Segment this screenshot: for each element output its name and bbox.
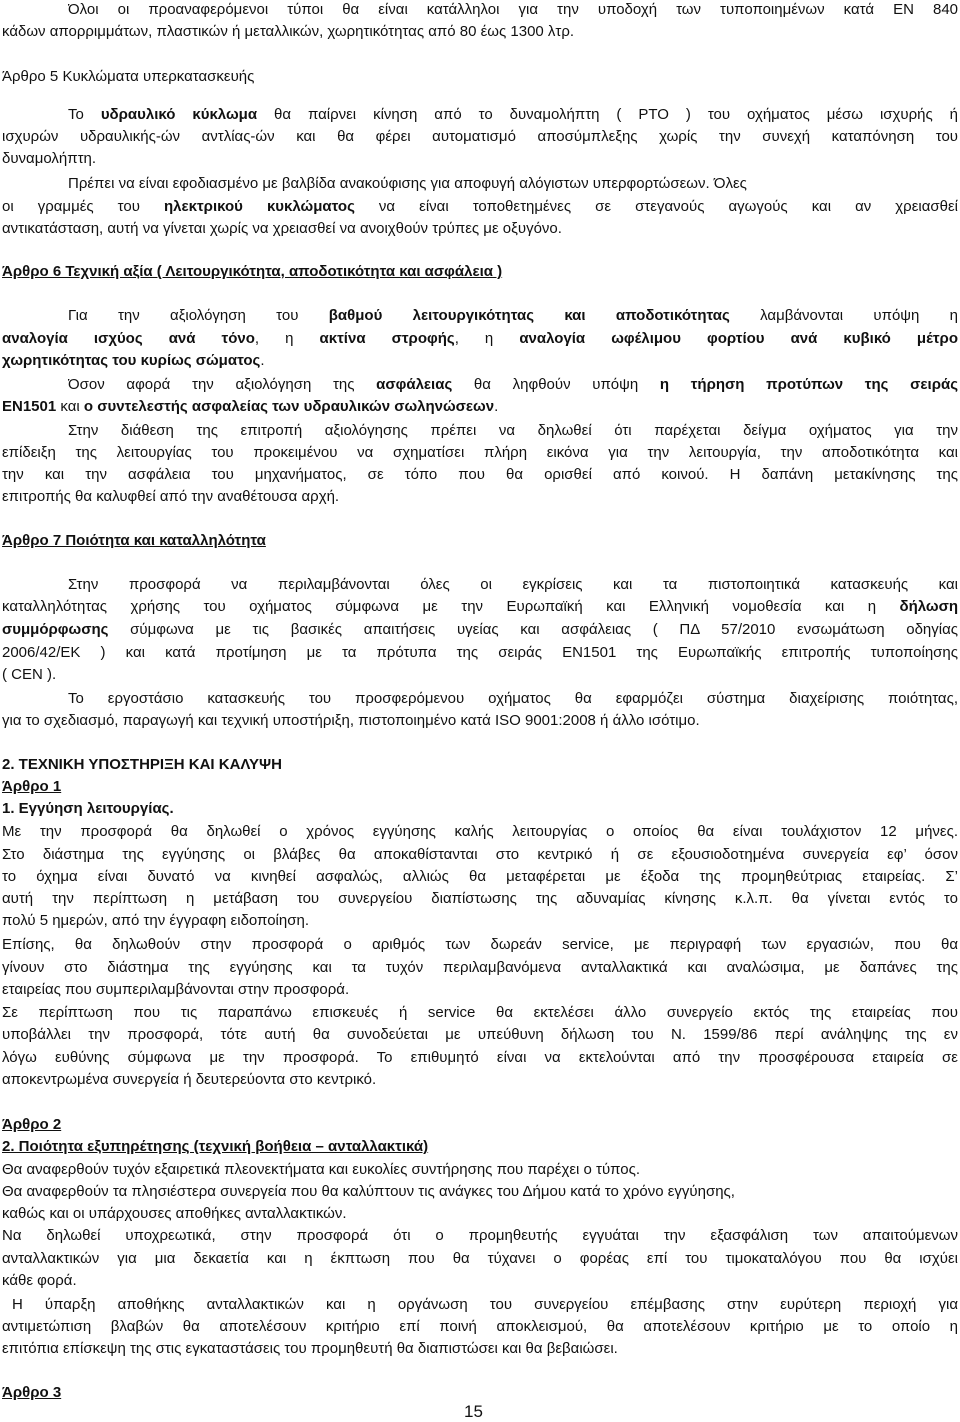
text-line xyxy=(2,531,958,550)
text-line xyxy=(2,980,958,999)
text-line xyxy=(68,375,958,394)
text-line xyxy=(68,0,958,19)
text-run: δυναμολήπτη. xyxy=(2,150,97,167)
bold-text: ηλεκτρικού κυκλώματος xyxy=(164,198,355,215)
text-run: Θα αναφερθούν τα πλησιέστερα συνεργεία που θα καλύπτουν τις ανάγκες του Δήμου κατά το χρόνο εγγύησης, xyxy=(2,1183,735,1200)
text-run: , η xyxy=(254,330,320,347)
underlined-text: 2. Ποιότητα εξυπηρέτησης (τεχνική βοήθεια – ανταλλακτικά) xyxy=(2,1138,429,1155)
text-run: 2006/42/ΕΚ ) και κατά προτίμηση με τα πρότυπα της σειράς ΕΝ1501 της Ευρωπαϊκής επιτροπής τυποποίησης xyxy=(2,644,958,661)
text-run: αντικατάσταση, αυτή να γίνεται χωρίς να χρειασθεί να ανοιχθούν τρύπες με οξυγόνο. xyxy=(2,220,562,237)
text-line xyxy=(2,1137,958,1156)
text-line xyxy=(2,1070,958,1089)
text-run: λόγω ευθύνης σύμφωνα με την προσφορά. Το επιθυμητό είναι να εκτελούνται από την προσφέρουσα εταιρεία σε xyxy=(2,1049,958,1066)
underlined-text: Άρθρο 3 xyxy=(2,1384,62,1401)
text-run: Στην διάθεση της επιτροπή αξιολόγησης πρέπει να δηλωθεί ότι παρέχεται δείγμα οχήματος για την xyxy=(68,422,958,439)
text-run: Στο διάστημα της εγγύησης οι βλάβες θα αποκαθίστανται στο κεντρικό ή σε εξουσιοδοτημένα συνεργεία εφ’ όσον xyxy=(2,846,958,863)
text-line xyxy=(2,1271,958,1290)
bold-text: ο συντελεστής ασφαλείας των υδραυλικών σωληνώσεων xyxy=(83,398,495,415)
bold-underlined-text xyxy=(2,532,266,549)
underlined-text: Άρθρο 1 xyxy=(2,778,62,795)
text-run: Όλοι οι προαναφερόμενοι τύποι θα είναι κατάλληλοι για την υποδοχή των τυποποιημένων κατά ΕΝ 840 xyxy=(68,1,958,18)
text-line xyxy=(2,1160,958,1179)
text-run: Όσον αφορά την αξιολόγηση της xyxy=(68,376,377,393)
text-run: γίνουν στο διάστημα της εγγύησης και τα τυχόν περιλαμβανόμενα ανταλλακτικά και αναλώσιμα, με δαπάνες της xyxy=(2,959,958,976)
text-run: Άρθρο 5 Κυκλώματα υπερκατασκευής xyxy=(2,68,255,85)
text-run: κάδων απορριμμάτων, πλαστικών ή μεταλλικών, χωρητικότητας από 80 έως 1300 λτρ. xyxy=(2,23,575,40)
bold-underlined-text xyxy=(2,1116,61,1133)
text-run: κάθε φορά. xyxy=(2,1272,77,1289)
text-run: καταλληλότητας χρήσης του οχήματος σύμφωνα με την Ευρωπαϊκή και Ελληνική νομοθεσία και η xyxy=(2,598,900,615)
text-run: Σε περίπτωση που τις παραπάνω επισκευές ή service θα εκτελέσει άλλο συνεργείο εκτός της εταιρείας που xyxy=(2,1004,958,1021)
text-line xyxy=(2,397,958,416)
text-line xyxy=(2,351,958,370)
text-line xyxy=(2,867,958,886)
bold-text: 1. Εγγύηση λειτουργίας. xyxy=(2,800,174,817)
text-line xyxy=(2,665,958,684)
text-line xyxy=(2,597,958,616)
bold-underlined-text xyxy=(2,1138,428,1155)
underlined-text: Άρθρο 7 Ποιότητα και καταλληλότητα xyxy=(2,532,266,549)
text-run: να είναι τοποθετημένες σε στεγανούς αγωγούς και αν χρειασθεί xyxy=(354,198,958,215)
text-run: θα ληφθούν υπόψη xyxy=(452,376,660,393)
text-run: οι γραμμές του xyxy=(2,198,164,215)
bold-text: δήλωση xyxy=(899,598,958,615)
text-line xyxy=(2,22,958,41)
text-run: την και την ασφάλεια του μηχανήματος, σε τόπο που θα ορισθεί από κοινού. Η δαπάνη μετακίνησης της xyxy=(2,466,958,483)
text-run: σύμφωνα με τις βασικές απαιτήσεις υγείας και ασφάλειας ( ΠΔ 57/2010 ενσωμάτωση οδηγίας xyxy=(108,621,958,638)
bold-text: ακτίνα στροφής xyxy=(319,330,455,347)
text-line xyxy=(68,575,958,594)
text-line xyxy=(2,487,958,506)
text-run: Το εργοστάσιο κατασκευής του προσφερόμενου οχήματος θα εφαρμόζει σύστημα διαχείρισης ποιότητας, xyxy=(68,690,958,707)
bold-text: ασφάλειας xyxy=(376,376,453,393)
text-line xyxy=(12,1295,958,1314)
text-line xyxy=(2,1226,958,1245)
text-line xyxy=(2,1025,958,1044)
text-run: το όχημα είναι δυνατό να κινηθεί ασφαλώς, αλλιώς θα μεταφέρεται με έξοδα της προμηθεύτριας εταιρείας. Σ’ xyxy=(2,868,958,885)
text-line xyxy=(2,329,958,348)
text-run: Για την αξιολόγηση του xyxy=(68,307,329,324)
text-run: εταιρείας που συμπεριλαμβάνονται στην προσφορά. xyxy=(2,981,350,998)
text-run: καθώς και οι υπάρχουσες αποθήκες ανταλλακτικών. xyxy=(2,1205,347,1222)
text-line xyxy=(2,465,958,484)
text-run: και xyxy=(56,398,84,415)
text-line xyxy=(2,911,958,930)
page-number: 15 xyxy=(464,1402,483,1421)
text-line xyxy=(2,127,958,146)
text-line xyxy=(2,845,958,864)
text-run: . xyxy=(260,352,265,369)
text-line xyxy=(2,822,958,841)
text-run: αντιμετώπιση βλαβών θα αποτελέσουν κριτήριο επί ποινή αποκλεισμού, θα αποτελέσουν κριτήριο με το οποίο η xyxy=(2,1318,958,1335)
text-line xyxy=(2,1383,958,1402)
text-run: Να δηλωθεί υποχρεωτικά, στην προσφορά ότι ο προμηθευτής εγγυάται την εξασφάλιση των απαιτούμενων xyxy=(2,1227,958,1244)
text-line xyxy=(2,958,958,977)
text-run: Θα αναφερθούν τυχόν εξαιρετικά πλεονεκτήματα και ευκολίες συντήρησης που παρέχει ο τύπος. xyxy=(2,1161,641,1178)
underlined-text: Άρθρο 2 xyxy=(2,1116,62,1133)
text-run: επιτροπής θα καλυφθεί από την αναθέτουσα αρχή. xyxy=(2,488,340,505)
text-run: Στην προσφορά να περιλαμβάνονται όλες οι εγκρίσεις και τα πιστοποιητικά κατασκευής και xyxy=(68,576,958,593)
bold-underlined-text xyxy=(2,1384,61,1401)
text-line xyxy=(2,935,958,954)
text-line xyxy=(68,105,958,124)
text-run: υποβάλλει την προσφορά, τότε αυτή θα συνοδεύεται με υπεύθυνη δήλωση του Ν. 1599/86 περί ανάληψης της εν xyxy=(2,1026,958,1043)
text-line xyxy=(2,443,958,462)
text-line xyxy=(68,306,958,325)
text-run: Η ύπαρξη αποθήκης ανταλλακτικών και η οργάνωση του συνεργείου επέμβασης στην ευρύτερη περιοχή για xyxy=(12,1296,958,1313)
text-run: ( CEN ). xyxy=(2,666,57,683)
text-run: ισχυρών υδραυλικής-ών αντλίας-ών και θα φέρει αυτοματισμό αποσύμπλεξης χωρίς την συνεχή καταπόνηση του xyxy=(2,128,958,145)
text-run: αυτή την περίπτωση η μετάβαση του συνεργείου διαπίστωσης της αδυναμίας κίνησης κ.λ.π. θα γίνεται εντός το xyxy=(2,890,958,907)
text-run: επίδειξη της λειτουργίας του προκειμένου να σχηματίσει πλήρη εικόνα για την λειτουργία, την αποδοτικότητα και xyxy=(2,444,958,461)
text-run: Το xyxy=(68,106,101,123)
text-line xyxy=(2,149,958,168)
text-line xyxy=(2,1317,958,1336)
text-line xyxy=(2,1048,958,1067)
text-line xyxy=(2,1249,958,1268)
text-line xyxy=(68,174,958,193)
text-line xyxy=(2,1115,958,1134)
text-run: Με την προσφορά θα δηλωθεί ο χρόνος εγγύησης καλής λειτουργίας ο οποίος θα είναι τουλάχιστον 12 μήνες. xyxy=(2,823,958,840)
text-line xyxy=(68,689,958,708)
underlined-text: Άρθρο 6 Τεχνική αξία ( Λειτουργικότητα, αποδοτικότητα και ασφάλεια ) xyxy=(2,263,503,280)
text-line xyxy=(2,1204,958,1223)
text-line xyxy=(2,777,958,796)
text-line xyxy=(2,889,958,908)
text-line xyxy=(2,262,958,281)
text-line xyxy=(2,799,958,818)
bold-underlined-text xyxy=(2,263,502,280)
text-line xyxy=(2,67,958,86)
text-run: Πρέπει να είναι εφοδιασμένο με βαλβίδα ανακούφισης για αποφυγή αλόγιστων υπερφορτώσεων. Όλες xyxy=(68,175,747,192)
text-run: . xyxy=(494,398,499,415)
text-run: πολύ 5 ημερών, από την έγγραφη ειδοποίηση. xyxy=(2,912,309,929)
text-run: επιτόπια επίσκεψη της στις εγκαταστάσεις του προμηθευτή θα διαπιστώσει και θα βεβαιώσει. xyxy=(2,1340,618,1357)
text-line xyxy=(2,219,958,238)
bold-text: η τήρηση προτύπων της σειράς xyxy=(659,376,958,393)
bold-text: υδραυλικό κύκλωμα xyxy=(100,106,258,123)
text-run: ανταλλακτικών για μια δεκαετία και η έκπτωση που θα τύχανει ο φορέας επί του τιμοκαταλόγου που θα ισχύει xyxy=(2,1250,958,1267)
bold-text: βαθμού λειτουργικότητας και αποδοτικότητας xyxy=(328,307,730,324)
text-line xyxy=(2,643,958,662)
text-run: αποκεντρωμένα συνεργεία ή δευτερεύοντα στο κεντρικό. xyxy=(2,1071,377,1088)
text-line xyxy=(2,1339,958,1358)
bold-text: χωρητικότητας του κυρίως σώματος xyxy=(2,352,261,369)
text-run: Επίσης, θα δηλωθούν στην προσφορά ο αριθμός των δωρεάν service, με περιγραφή των εργασιών, που θα xyxy=(2,936,958,953)
text-line xyxy=(68,421,958,440)
text-line xyxy=(2,197,958,216)
text-line xyxy=(2,1003,958,1022)
text-run: λαμβάνονται υπόψη η xyxy=(729,307,958,324)
bold-underlined-text xyxy=(2,778,61,795)
text-run: θα παίρνει κίνηση από το δυναμολήπτη ( PTO ) του οχήματος μέσω ισχυρής ή xyxy=(257,106,958,123)
text-line xyxy=(2,755,958,774)
bold-text: αναλογία ισχύος ανά τόνο xyxy=(2,330,255,347)
text-run: , η xyxy=(454,330,520,347)
text-line xyxy=(2,620,958,639)
bold-text: 2. ΤΕΧΝΙΚΗ ΥΠΟΣΤΗΡΙΞΗ ΚΑΙ ΚΑΛΥΨΗ xyxy=(2,756,283,773)
text-line xyxy=(2,1182,958,1201)
text-line xyxy=(2,711,958,730)
bold-text: συμμόρφωσης xyxy=(2,621,109,638)
bold-text: EN1501 xyxy=(2,398,57,415)
text-run: για το σχεδιασμό, παραγωγή και τεχνική υποστήριξη, πιστοποιημένο κατά ISO 9001:2008 ή άλλο ισότιμο. xyxy=(2,712,700,729)
bold-text: αναλογία ωφέλιμου φορτίου ανά κυβικό μέτρο xyxy=(519,330,958,347)
